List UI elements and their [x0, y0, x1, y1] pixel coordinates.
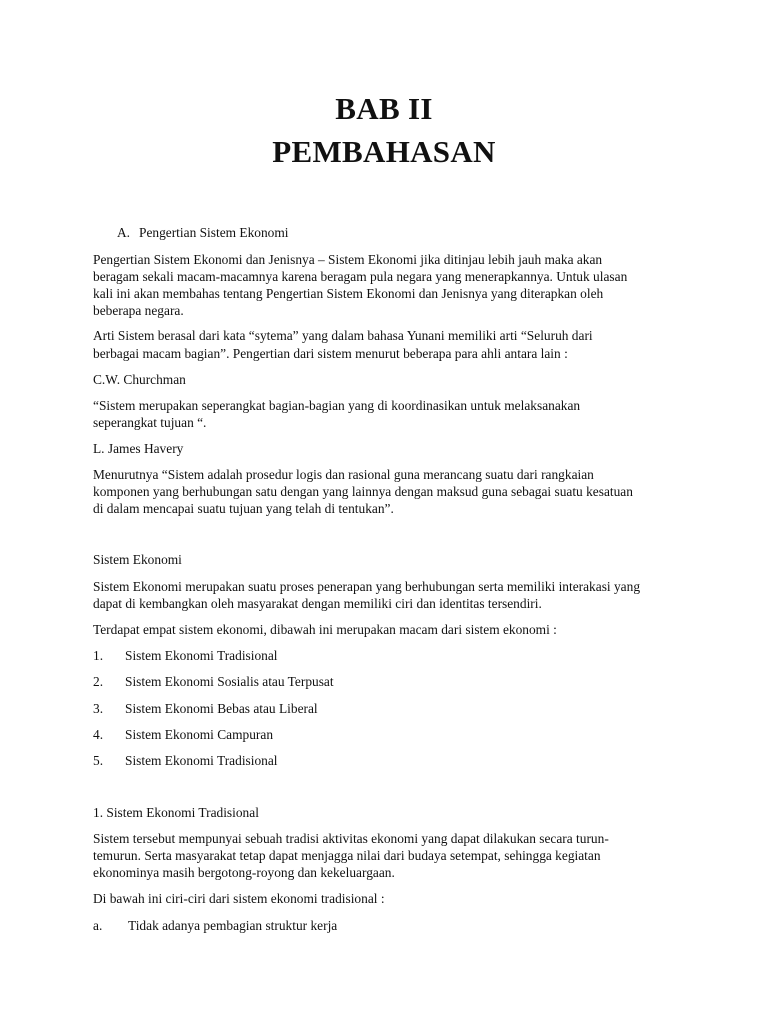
subsection-heading: 1. Sistem Ekonomi Tradisional — [93, 805, 259, 820]
paragraph-line: Menurutnya “Sistem adalah prosedur logis dan rasional guna merancang suatu dari rangkaian — [93, 467, 594, 482]
paragraph-line: seperangkat tujuan “. — [93, 415, 207, 430]
paragraph-line: dapat di kembangkan oleh masyarakat dengan memiliki ciri dan identitas tersendiri. — [93, 596, 542, 611]
list-intro: Di bawah ini ciri-ciri dari sistem ekonomi tradisional : — [93, 891, 385, 906]
expert-name: C.W. Churchman — [93, 372, 186, 387]
paragraph-line: ekonominya masih bergotong-royong dan kekeluargaan. — [93, 865, 395, 880]
paragraph-line: beberapa negara. — [93, 303, 184, 318]
paragraph-line: Pengertian Sistem Ekonomi dan Jenisnya – Sistem Ekonomi jika ditinjau lebih jauh maka akan — [93, 252, 603, 267]
list-item: Sistem Ekonomi Campuran — [125, 727, 274, 742]
paragraph-line: beragam sekali macam-macamnya karena beragam pula negara yang menerapkannya. Untuk ulasan — [93, 269, 628, 284]
section-marker: A. — [117, 225, 131, 240]
paragraph-line: “Sistem merupakan seperangkat bagian-bagian yang di koordinasikan untuk melaksanakan — [93, 398, 581, 413]
list-marker: a. — [93, 918, 103, 933]
list-item: Sistem Ekonomi Tradisional — [125, 753, 278, 768]
paragraph-line: di dalam mencapai suatu tujuan yang telah di tentukan”. — [93, 501, 394, 516]
list-number: 1. — [93, 648, 104, 663]
list-item: Sistem Ekonomi Sosialis atau Terpusat — [125, 674, 334, 689]
paragraph-line: komponen yang berhubungan satu dengan yang lainnya dengan maksud guna sebagai suatu kesatuan — [93, 484, 633, 499]
list-number: 2. — [93, 674, 104, 689]
list-number: 5. — [93, 753, 104, 768]
paragraph-line: Sistem tersebut mempunyai sebuah tradisi aktivitas ekonomi yang dapat dilakukan secara turun- — [93, 831, 609, 846]
list-number: 3. — [93, 701, 104, 716]
section-heading: Pengertian Sistem Ekonomi — [139, 225, 289, 240]
expert-name: L. James Havery — [93, 441, 184, 456]
chapter-number: BAB II — [335, 91, 433, 126]
subsection-heading: Sistem Ekonomi — [93, 552, 182, 567]
list-item: Sistem Ekonomi Tradisional — [125, 648, 278, 663]
paragraph-line: temurun. Serta masyarakat tetap dapat menjagga nilai dari budaya setempat, sehingga kegiatan — [93, 848, 601, 863]
list-number: 4. — [93, 727, 104, 742]
paragraph-line: kali ini akan membahas tentang Pengertian Sistem Ekonomi dan Jenisnya yang diterapkan oleh — [93, 286, 604, 301]
list-intro: Terdapat empat sistem ekonomi, dibawah ini merupakan macam dari sistem ekonomi : — [93, 622, 557, 637]
chapter-title: PEMBAHASAN — [272, 134, 496, 169]
list-item: Tidak adanya pembagian struktur kerja — [128, 918, 338, 933]
list-item: Sistem Ekonomi Bebas atau Liberal — [125, 701, 318, 716]
paragraph-line: Sistem Ekonomi merupakan suatu proses penerapan yang berhubungan serta memiliki interakasi yang — [93, 579, 641, 594]
paragraph-line: Arti Sistem berasal dari kata “sytema” yang dalam bahasa Yunani memiliki arti “Seluruh dari — [93, 328, 593, 343]
paragraph-line: berbagai macam bagian”. Pengertian dari sistem menurut beberapa para ahli antara lain : — [93, 346, 568, 361]
